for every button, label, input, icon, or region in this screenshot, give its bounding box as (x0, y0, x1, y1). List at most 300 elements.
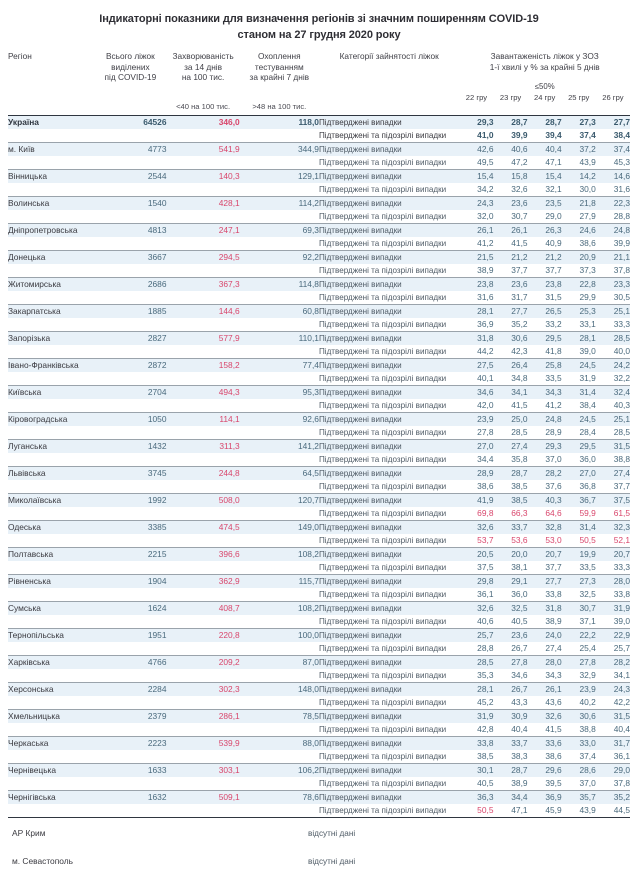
load-suspected-day-4: 45,3 (596, 156, 630, 170)
load-suspected-day-3: 33,5 (562, 561, 596, 575)
incidence-value-empty (166, 156, 239, 170)
load-suspected-day-2: 34,3 (528, 669, 562, 683)
column-header-beds (94, 51, 166, 102)
load-confirmed-day-1: 29,1 (493, 574, 527, 588)
incidence-value-empty (166, 129, 239, 143)
testing-header-line-1: Охоплення (258, 51, 301, 61)
incidence-value: 302,3 (166, 682, 239, 696)
testing-value-empty (240, 669, 319, 683)
load-confirmed-day-2: 27,7 (528, 574, 562, 588)
category-confirmed: Підтверджені випадки (319, 655, 459, 669)
load-confirmed-day-4: 31,9 (596, 601, 630, 615)
incidence-value-empty (166, 615, 239, 629)
incidence-value: 508,0 (166, 493, 239, 507)
testing-value-empty (240, 723, 319, 737)
load-confirmed-day-3: 31,4 (562, 385, 596, 399)
table-row (8, 723, 630, 737)
load-confirmed-day-3: 25,3 (562, 304, 596, 318)
title-line-1: Індикаторні показники для визначення регіонів зі значним поширенням COVID-19 (99, 13, 539, 25)
testing-value-empty (240, 372, 319, 386)
day-header-1: 23 гру (499, 92, 522, 102)
load-confirmed-day-0: 27,0 (459, 439, 493, 453)
table-row (8, 493, 630, 507)
load-suspected-day-3: 38,6 (562, 237, 596, 251)
load-suspected-day-0: 35,3 (459, 669, 493, 683)
indicators-table (8, 51, 630, 818)
load-header-line-2: 1-ї хвилі у % за крайні 5 днів (489, 61, 600, 72)
incidence-value-empty (166, 534, 239, 548)
category-confirmed-suspected: Підтверджені та підозрілі випадки (319, 129, 459, 143)
threshold-testing: >48 на 100 тис. (252, 101, 307, 111)
table-row (8, 736, 630, 750)
load-confirmed-day-0: 28,1 (459, 304, 493, 318)
threshold-spacer-d2 (528, 102, 562, 114)
testing-value-empty (240, 183, 319, 197)
load-confirmed-day-0: 24,3 (459, 196, 493, 210)
load-suspected-day-1: 28,5 (493, 426, 527, 440)
testing-value-empty (240, 264, 319, 278)
testing-value-empty (240, 210, 319, 224)
table-row (8, 804, 630, 818)
region-name: Кіровоградська (8, 412, 94, 426)
load-suspected-day-2: 39,4 (528, 129, 562, 143)
threshold-spacer-categories (319, 102, 459, 114)
load-confirmed-day-1: 26,4 (493, 358, 527, 372)
testing-value-empty (240, 318, 319, 332)
load-suspected-day-0: 42,8 (459, 723, 493, 737)
table-row (8, 588, 630, 602)
region-name: Івано-Франківська (8, 358, 94, 372)
load-suspected-day-3: 37,3 (562, 264, 596, 278)
load-suspected-day-2: 38,6 (528, 750, 562, 764)
category-confirmed: Підтверджені випадки (319, 682, 459, 696)
table-row (8, 655, 630, 669)
load-suspected-day-1: 40,4 (493, 723, 527, 737)
category-confirmed: Підтверджені випадки (319, 439, 459, 453)
load-confirmed-day-0: 25,7 (459, 628, 493, 642)
category-confirmed: Підтверджені випадки (319, 331, 459, 345)
table-row (8, 777, 630, 791)
load-confirmed-day-3: 27,3 (562, 115, 596, 129)
table-row (8, 520, 630, 534)
testing-value: 60,8 (240, 304, 319, 318)
load-confirmed-day-1: 27,8 (493, 655, 527, 669)
table-row (8, 763, 630, 777)
load-confirmed-day-4: 27,4 (596, 466, 630, 480)
load-suspected-day-1: 32,6 (493, 183, 527, 197)
beds-header-line-3: під COVID-19 (104, 72, 157, 82)
incidence-value-empty (166, 696, 239, 710)
load-confirmed-day-4: 27,7 (596, 115, 630, 129)
region-name: Волинська (8, 196, 94, 210)
category-confirmed-suspected: Підтверджені та підозрілі випадки (319, 507, 459, 521)
category-confirmed: Підтверджені випадки (319, 358, 459, 372)
region-name-empty (8, 534, 94, 548)
region-name-empty (8, 669, 94, 683)
incidence-value: 362,9 (166, 574, 239, 588)
load-confirmed-day-1: 27,4 (493, 439, 527, 453)
load-confirmed-day-1: 33,7 (493, 520, 527, 534)
testing-value: 78,5 (240, 709, 319, 723)
load-confirmed-day-2: 29,5 (528, 331, 562, 345)
load-suspected-day-1: 47,2 (493, 156, 527, 170)
region-name-empty (8, 129, 94, 143)
no-data-regions (8, 828, 630, 884)
region-name-empty (8, 318, 94, 332)
load-suspected-day-0: 69,8 (459, 507, 493, 521)
table-row (8, 750, 630, 764)
testing-value: 106,2 (240, 763, 319, 777)
table-row (8, 561, 630, 575)
testing-value-empty (240, 453, 319, 467)
incidence-value-empty (166, 804, 239, 818)
incidence-value: 367,3 (166, 277, 239, 291)
load-confirmed-day-4: 24,3 (596, 682, 630, 696)
table-row (8, 534, 630, 548)
category-confirmed-suspected: Підтверджені та підозрілі випадки (319, 480, 459, 494)
testing-value: 129,1 (240, 169, 319, 183)
category-confirmed-suspected: Підтверджені та підозрілі випадки (319, 237, 459, 251)
load-suspected-day-2: 33,8 (528, 588, 562, 602)
load-suspected-day-2: 47,1 (528, 156, 562, 170)
table-row (8, 696, 630, 710)
beds-value: 3745 (94, 466, 166, 480)
load-suspected-day-2: 28,9 (528, 426, 562, 440)
category-confirmed-suspected: Підтверджені та підозрілі випадки (319, 669, 459, 683)
load-suspected-day-0: 27,8 (459, 426, 493, 440)
beds-value-empty (94, 372, 166, 386)
beds-value: 1885 (94, 304, 166, 318)
testing-header-line-2: тестуванням (254, 61, 304, 72)
load-suspected-day-3: 37,4 (562, 750, 596, 764)
load-confirmed-day-1: 33,7 (493, 736, 527, 750)
load-confirmed-day-4: 28,2 (596, 655, 630, 669)
load-confirmed-day-2: 23,8 (528, 277, 562, 291)
table-row (8, 480, 630, 494)
testing-value: 92,2 (240, 250, 319, 264)
testing-value-empty (240, 129, 319, 143)
load-suspected-day-3: 29,9 (562, 291, 596, 305)
testing-value: 149,0 (240, 520, 319, 534)
load-suspected-day-2: 29,0 (528, 210, 562, 224)
load-suspected-day-1: 34,8 (493, 372, 527, 386)
region-name-empty (8, 696, 94, 710)
testing-value-empty (240, 426, 319, 440)
incidence-value-empty (166, 750, 239, 764)
beds-header-line-2: виділених (111, 61, 150, 72)
column-header-categories: Категорії зайнятості ліжок (339, 51, 439, 61)
beds-value-empty (94, 723, 166, 737)
table-row (8, 264, 630, 278)
category-confirmed-suspected: Підтверджені та підозрілі випадки (319, 318, 459, 332)
region-name: Львівська (8, 466, 94, 480)
table-row (8, 547, 630, 561)
load-suspected-day-0: 34,4 (459, 453, 493, 467)
testing-value: 344,9 (240, 142, 319, 156)
incidence-value: 144,6 (166, 304, 239, 318)
no-data-row (8, 828, 630, 856)
load-suspected-day-1: 38,5 (493, 480, 527, 494)
load-confirmed-day-3: 28,6 (562, 763, 596, 777)
table-row (8, 115, 630, 129)
load-suspected-day-4: 52,1 (596, 534, 630, 548)
load-confirmed-day-2: 25,8 (528, 358, 562, 372)
category-confirmed: Підтверджені випадки (319, 169, 459, 183)
testing-value: 78,6 (240, 790, 319, 804)
beds-value-empty (94, 453, 166, 467)
table-row (8, 196, 630, 210)
load-confirmed-day-4: 20,7 (596, 547, 630, 561)
table-row (8, 250, 630, 264)
region-name: Вінницька (8, 169, 94, 183)
incidence-value: 158,2 (166, 358, 239, 372)
region-name-empty (8, 426, 94, 440)
incidence-value: 346,0 (166, 115, 239, 129)
load-header-line-1: Завантаженість ліжок у ЗОЗ (490, 51, 599, 61)
load-confirmed-day-2: 15,4 (528, 169, 562, 183)
load-confirmed-day-2: 28,7 (528, 115, 562, 129)
category-confirmed: Підтверджені випадки (319, 115, 459, 129)
load-confirmed-day-1: 40,6 (493, 142, 527, 156)
testing-value: 114,2 (240, 196, 319, 210)
testing-value-empty (240, 615, 319, 629)
region-name: Тернопільська (8, 628, 94, 642)
threshold-spacer-region (8, 102, 94, 114)
testing-value: 120,7 (240, 493, 319, 507)
load-suspected-day-1: 43,3 (493, 696, 527, 710)
load-confirmed-day-0: 36,3 (459, 790, 493, 804)
testing-value: 118,0 (240, 115, 319, 129)
incidence-value-empty (166, 210, 239, 224)
beds-value: 3385 (94, 520, 166, 534)
load-confirmed-day-4: 14,6 (596, 169, 630, 183)
incidence-header-line-2: за 14 днів (184, 61, 223, 72)
load-confirmed-day-1: 25,0 (493, 412, 527, 426)
beds-value-empty (94, 399, 166, 413)
beds-value: 2872 (94, 358, 166, 372)
load-confirmed-day-3: 14,2 (562, 169, 596, 183)
load-confirmed-day-0: 41,9 (459, 493, 493, 507)
testing-value: 69,3 (240, 223, 319, 237)
load-confirmed-day-3: 33,0 (562, 736, 596, 750)
load-suspected-day-1: 66,3 (493, 507, 527, 521)
incidence-value: 577,9 (166, 331, 239, 345)
testing-value-empty (240, 696, 319, 710)
load-suspected-day-1: 35,2 (493, 318, 527, 332)
title-line-2: станом на 27 грудня 2020 року (237, 29, 401, 41)
load-confirmed-day-1: 34,4 (493, 790, 527, 804)
table-row (8, 385, 630, 399)
load-confirmed-day-4: 31,5 (596, 439, 630, 453)
region-name: Луганська (8, 439, 94, 453)
incidence-value: 509,1 (166, 790, 239, 804)
load-confirmed-day-4: 31,5 (596, 709, 630, 723)
table-row (8, 439, 630, 453)
load-confirmed-day-0: 32,6 (459, 520, 493, 534)
beds-value: 1632 (94, 790, 166, 804)
load-confirmed-day-0: 27,5 (459, 358, 493, 372)
beds-value-empty (94, 804, 166, 818)
category-confirmed: Підтверджені випадки (319, 790, 459, 804)
load-suspected-day-2: 41,2 (528, 399, 562, 413)
load-suspected-day-1: 30,7 (493, 210, 527, 224)
load-suspected-day-0: 49,5 (459, 156, 493, 170)
load-confirmed-day-4: 32,4 (596, 385, 630, 399)
load-confirmed-day-2: 28,2 (528, 466, 562, 480)
incidence-value: 311,3 (166, 439, 239, 453)
load-suspected-day-3: 37,4 (562, 129, 596, 143)
day-header-0: 22 гру (465, 92, 488, 102)
load-suspected-day-4: 33,8 (596, 588, 630, 602)
table-row (8, 426, 630, 440)
table-row (8, 669, 630, 683)
load-suspected-day-2: 32,1 (528, 183, 562, 197)
table-row (8, 291, 630, 305)
load-suspected-day-2: 53,0 (528, 534, 562, 548)
load-suspected-day-0: 37,5 (459, 561, 493, 575)
region-name: Рівненська (8, 574, 94, 588)
load-confirmed-day-0: 34,6 (459, 385, 493, 399)
region-name-empty (8, 507, 94, 521)
beds-value-empty (94, 750, 166, 764)
load-confirmed-day-4: 25,1 (596, 412, 630, 426)
load-confirmed-day-4: 23,3 (596, 277, 630, 291)
load-confirmed-day-1: 30,6 (493, 331, 527, 345)
load-suspected-day-3: 38,8 (562, 723, 596, 737)
load-suspected-day-0: 38,9 (459, 264, 493, 278)
region-name: Донецька (8, 250, 94, 264)
region-name-empty (8, 561, 94, 575)
load-confirmed-day-0: 21,5 (459, 250, 493, 264)
load-suspected-day-4: 31,6 (596, 183, 630, 197)
testing-value: 95,3 (240, 385, 319, 399)
load-suspected-day-0: 44,2 (459, 345, 493, 359)
beds-value: 4773 (94, 142, 166, 156)
category-confirmed-suspected: Підтверджені та підозрілі випадки (319, 750, 459, 764)
load-confirmed-day-2: 40,3 (528, 493, 562, 507)
table-row (8, 142, 630, 156)
load-confirmed-day-1: 28,7 (493, 763, 527, 777)
load-suspected-day-4: 28,5 (596, 426, 630, 440)
load-suspected-day-1: 53,6 (493, 534, 527, 548)
load-confirmed-day-0: 32,6 (459, 601, 493, 615)
load-suspected-day-3: 28,4 (562, 426, 596, 440)
load-suspected-day-1: 39,9 (493, 129, 527, 143)
incidence-value-empty (166, 399, 239, 413)
threshold-spacer-d1 (493, 102, 527, 114)
incidence-header-line-3: на 100 тис. (181, 72, 225, 82)
load-confirmed-day-4: 37,5 (596, 493, 630, 507)
region-name-empty (8, 372, 94, 386)
region-name: Харківська (8, 655, 94, 669)
incidence-value: 140,3 (166, 169, 239, 183)
incidence-value-empty (166, 723, 239, 737)
beds-value-empty (94, 426, 166, 440)
category-confirmed: Підтверджені випадки (319, 277, 459, 291)
load-confirmed-day-3: 24,5 (562, 412, 596, 426)
beds-value: 4766 (94, 655, 166, 669)
category-confirmed-suspected: Підтверджені та підозрілі випадки (319, 534, 459, 548)
load-suspected-day-3: 30,0 (562, 183, 596, 197)
load-suspected-day-2: 37,6 (528, 480, 562, 494)
region-name-empty (8, 480, 94, 494)
load-confirmed-day-2: 24,8 (528, 412, 562, 426)
incidence-value: 428,1 (166, 196, 239, 210)
load-suspected-day-2: 40,9 (528, 237, 562, 251)
region-name: Миколаївська (8, 493, 94, 507)
beds-value-empty (94, 264, 166, 278)
load-suspected-day-4: 61,5 (596, 507, 630, 521)
load-confirmed-day-0: 33,8 (459, 736, 493, 750)
table-row (8, 156, 630, 170)
load-suspected-day-4: 25,7 (596, 642, 630, 656)
load-confirmed-day-1: 27,7 (493, 304, 527, 318)
load-suspected-day-4: 37,7 (596, 480, 630, 494)
category-confirmed: Підтверджені випадки (319, 601, 459, 615)
region-name-empty (8, 588, 94, 602)
load-suspected-day-3: 25,4 (562, 642, 596, 656)
load-suspected-day-1: 36,0 (493, 588, 527, 602)
beds-value-empty (94, 345, 166, 359)
testing-value-empty (240, 156, 319, 170)
load-confirmed-day-4: 37,4 (596, 142, 630, 156)
region-name-empty (8, 804, 94, 818)
load-suspected-day-3: 31,9 (562, 372, 596, 386)
load-confirmed-day-0: 28,9 (459, 466, 493, 480)
page-title (8, 0, 630, 43)
beds-value: 64526 (94, 115, 166, 129)
load-confirmed-day-1: 34,1 (493, 385, 527, 399)
category-confirmed-suspected: Підтверджені та підозрілі випадки (319, 642, 459, 656)
column-header-testing (240, 51, 319, 102)
load-confirmed-day-3: 23,9 (562, 682, 596, 696)
load-suspected-day-0: 34,2 (459, 183, 493, 197)
beds-value: 2379 (94, 709, 166, 723)
table-row (8, 129, 630, 143)
load-confirmed-day-0: 20,5 (459, 547, 493, 561)
load-confirmed-day-4: 28,5 (596, 331, 630, 345)
category-confirmed-suspected: Підтверджені та підозрілі випадки (319, 588, 459, 602)
testing-value: 110,1 (240, 331, 319, 345)
beds-value-empty (94, 588, 166, 602)
incidence-value-empty (166, 588, 239, 602)
load-confirmed-day-1: 38,5 (493, 493, 527, 507)
load-confirmed-day-2: 32,8 (528, 520, 562, 534)
incidence-value-empty (166, 291, 239, 305)
load-suspected-day-4: 37,8 (596, 777, 630, 791)
load-confirmed-day-3: 22,2 (562, 628, 596, 642)
no-data-region-name: м. Севастополь (12, 855, 73, 866)
load-confirmed-day-2: 28,0 (528, 655, 562, 669)
incidence-value-empty (166, 345, 239, 359)
load-confirmed-day-0: 28,1 (459, 682, 493, 696)
load-suspected-day-2: 33,2 (528, 318, 562, 332)
incidence-value: 303,1 (166, 763, 239, 777)
table-row (8, 412, 630, 426)
category-confirmed-suspected: Підтверджені та підозрілі випадки (319, 372, 459, 386)
load-suspected-day-4: 40,0 (596, 345, 630, 359)
load-confirmed-day-1: 32,5 (493, 601, 527, 615)
load-confirmed-day-3: 22,8 (562, 277, 596, 291)
incidence-value: 494,3 (166, 385, 239, 399)
beds-value-empty (94, 561, 166, 575)
table-row (8, 628, 630, 642)
testing-value-empty (240, 237, 319, 251)
load-suspected-day-2: 31,5 (528, 291, 562, 305)
incidence-value-empty (166, 507, 239, 521)
beds-value-empty (94, 642, 166, 656)
load-suspected-day-1: 42,3 (493, 345, 527, 359)
